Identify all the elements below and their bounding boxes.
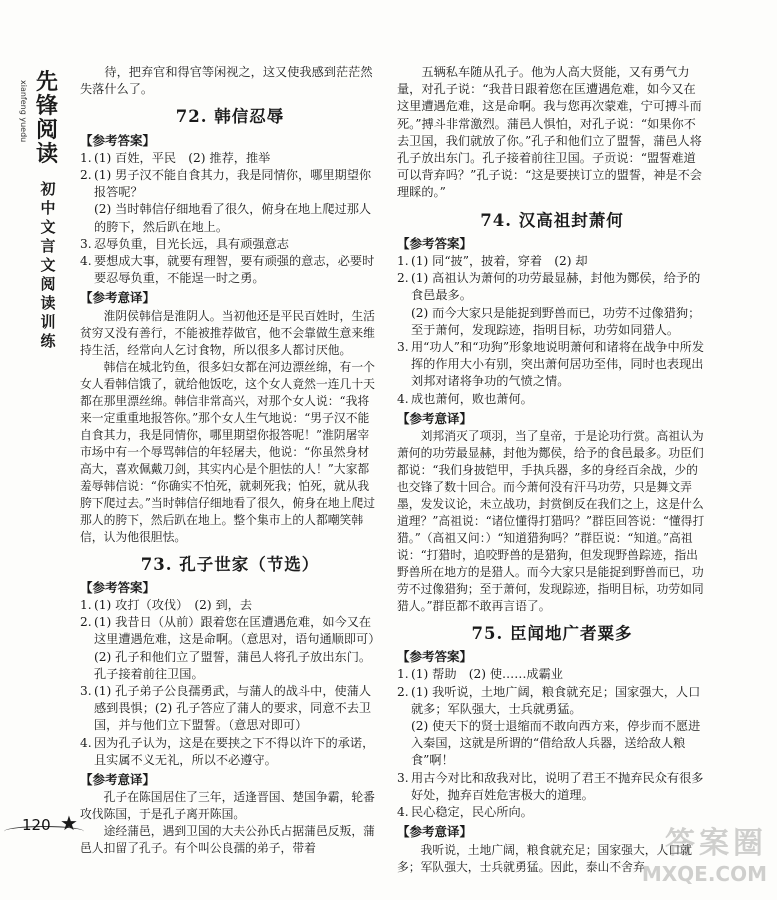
answer-label: 【参考答案】: [397, 235, 473, 251]
answer-label: 【参考答案】: [80, 132, 156, 148]
translation-label: 【参考意译】: [80, 772, 156, 788]
answer-item: 3. (1) 孔子弟子公良孺勇武，与蒲人的战斗中，使蒲人感到畏惧；(2) 孔子答应了蒲人的要求，同意不去卫国，并与他们立下盟誓。（意思对即可）: [80, 684, 372, 733]
translation-label: 【参考意译】: [397, 824, 473, 840]
section-title-75: 75. 臣闻地广者粟多: [471, 624, 633, 644]
answer-item: 2. (1) 男子汉不能自食其力，我是同情你，哪里期望你报答呢？: [80, 168, 372, 200]
right-column: [397, 64, 707, 876]
answer-item: 3. 忍辱负重，目光长远，具有顽强意志: [80, 236, 289, 251]
brand-subtitle: xianfeng yuedu: [19, 80, 28, 143]
answer-item: 1. (1) 攻打（攻伐） (2) 到，去: [80, 598, 253, 613]
translation-paragraph: 途经蒲邑，遇到卫国的大夫公孙氏占据蒲邑反叛，蒲邑人扣留了孔子。有个叫公良孺的弟子，带着: [80, 824, 375, 856]
watermark: [642, 818, 767, 886]
answer-item: 3. 用古今对比和敌我对比，说明了君王不抛弃民众有很多好处，抛弃百姓危害极大的道理。: [397, 770, 704, 802]
translation-label: 【参考意译】: [397, 410, 473, 426]
page-number: 120: [22, 816, 51, 834]
brand-title: 先锋阅读: [35, 69, 58, 167]
answer-label: 【参考答案】: [397, 649, 473, 665]
answer-item: 4. 成也萧何，败也萧何。: [397, 391, 533, 406]
answer-item: 4. 因为孔子认为，这是在要挟之下不得以许下的承诺，且实属不义无礼，所以不必遵守。: [80, 735, 375, 767]
answer-item: 2. (1) 高祖认为萧何的功劳最显赫，封他为酂侯，给予的食邑最多。: [397, 271, 701, 303]
intro-paragraph: 待，把弃官和得官等闲视之，这又使我感到茫茫然失落什么了。: [80, 65, 373, 97]
answer-subitem: (2) 当时韩信仔细地看了很久，俯身在地上爬过那人的胯下，然后趴在地上。: [94, 202, 372, 234]
answer-label: 【参考答案】: [80, 579, 156, 595]
answer-item: 4. 要想成大事，就要有理智，要有顽强的意志，必要时要忍辱负重，不能逞一时之勇。: [80, 254, 375, 286]
sidebar: [8, 60, 70, 830]
answer-subitem: (2) 使天下的贤士退缩而不敢向西方来，停步而不愿进入秦国，这就是所谓的“借给敌人兵器，送给敌人粮食”啊！: [411, 719, 701, 768]
section-title-73: 73. 孔子世家（节选）: [140, 554, 320, 574]
answer-item: 4. 民心稳定，民心所向。: [397, 805, 533, 820]
continued-paragraph: 五辆私车随从孔子。他为人高大贤能，又有勇气力量，对孔子说：“我昔日跟着您在匡遭遇危难，如今又在这里遭遇危难，这是命啊。我与您再次蒙难，宁可搏斗而死。”搏斗非常激烈。蒲邑人惧怕，对孔子说：“如果你不去卫国，我们就放了你。”孔子和他们立了盟誓，蒲邑人将孔子放出东门。孔子接着前往卫国。子贡说：“盟誓难道可以背弃吗？”孔子说：“这是要挟订立的盟誓，神是不会理睬的。”: [397, 65, 702, 200]
answer-subitem: (2) 而今大家只是能捉到野兽而已，功劳不过像猎狗；至于萧何，发现踪迹，指明目标，功劳如同猎人。: [411, 305, 701, 337]
answer-subitem: (2) 孔子和他们立了盟誓，蒲邑人将孔子放出东门。孔子接着前往卫国。: [94, 649, 372, 681]
answer-item: 1. (1) 同“披”，披着，穿着 (2) 却: [397, 254, 588, 269]
translation-paragraph: 淮阴侯韩信是淮阴人。当初他还是平民百姓时，生活贫穷又没有善行，不能被推荐做官，他不会靠做生意来维持生活，经常向人乞讨食物，所以很多人都讨厌他。: [80, 308, 375, 357]
translation-label: 【参考意译】: [80, 290, 156, 306]
series-title: 初中文言文阅读训练: [40, 180, 56, 350]
answer-item: 1. (1) 百姓，平民 (2) 推荐，推举: [80, 150, 271, 165]
translation-paragraph: 韩信在城北钓鱼，很多妇女都在河边漂丝绵，有一个女人看韩信饿了，就给他饭吃，这个女人竟然一连几十天都在那里漂丝绵。韩信非常高兴，对那个女人说：“我将来一定重重地报答你。”那个女人生气地说：“男子汉不能自食其力，我是同情你，哪里期望你报答呢！”淮阴屠宰市场中有一个辱骂韩信的年轻屠夫，他说：“你虽然身材高大，喜欢佩戴刀剑，其实内心是个胆怯的人！”大家都羞辱韩信说：“你确实不怕死，就刺死我；怕死，就从我胯下爬过去。”当时韩信仔细地看了很久，俯身在地上爬过那人的胯下，然后趴在地上。整个集市上的人都嘲笑韩信，认为他很胆怯。: [80, 359, 376, 544]
left-column: [80, 64, 380, 857]
watermark-domain: MXQE.COM: [641, 862, 767, 886]
answer-item: 2. (1) 我昔日（从前）跟着您在匡遭遇危难，如今又在这里遭遇危难，这是命啊。（意思对，语句通顺即可）: [80, 615, 381, 647]
watermark-main: 答案圈: [665, 826, 767, 861]
translation-paragraph: 孔子在陈国居住了三年，适逢晋国、楚国争霸，轮番攻伐陈国，于是孔子离开陈国。: [80, 790, 375, 822]
answer-item: 2. (1) 我听说，土地广阔，粮食就充足；国家强大，人口就多；军队强大，士兵就勇猛。: [397, 684, 701, 716]
answer-item: 1. (1) 帮助 (2) 使……成霸业: [397, 667, 563, 682]
translation-paragraph: 我听说，土地广阔，粮食就充足；国家强大，人口就多；军队强大，士兵就勇猛。因此，泰山不舍弃: [397, 842, 692, 874]
section-title-74: 74. 汉高祖封萧何: [480, 210, 624, 230]
translation-paragraph: 刘邦消灭了项羽，当了皇帝，于是论功行赏。高祖认为萧何的功劳最显赫，封他为酂侯，给予的食邑最多。功臣们都说：“我们身披铠甲，手执兵器，多的身经百余战，少的也交锋了数十回合。而今萧何没有汗马功劳，只是舞文弄墨，发发议论，未立战功，封赏倒反在我们之上，这是什么道理？”高祖说：“诸位懂得打猎吗？”群臣回答说：“懂得打猎。”（高祖又问：）“知道猎狗吗？”群臣说：“知道。”高祖说：“打猎时，追咬野兽的是猎狗，但发现野兽踪迹，指出野兽所在地方的是猎人。而今大家只是能捉到野兽而已，功劳不过像猎狗；至于萧何，发现踪迹，指明目标，功劳如同猎人。”群臣都不敢再言语了。: [397, 429, 705, 614]
section-title-72: 72. 韩信忍辱: [175, 107, 285, 127]
star-icon: ★: [60, 811, 78, 835]
answer-item: 3. 用“功人”和“功狗”形象地说明萧何和诸将在战争中所发挥的作用大小有别，突出萧何居功至伟，同时也表现出刘邦对诸将争功的气愤之情。: [397, 340, 705, 389]
